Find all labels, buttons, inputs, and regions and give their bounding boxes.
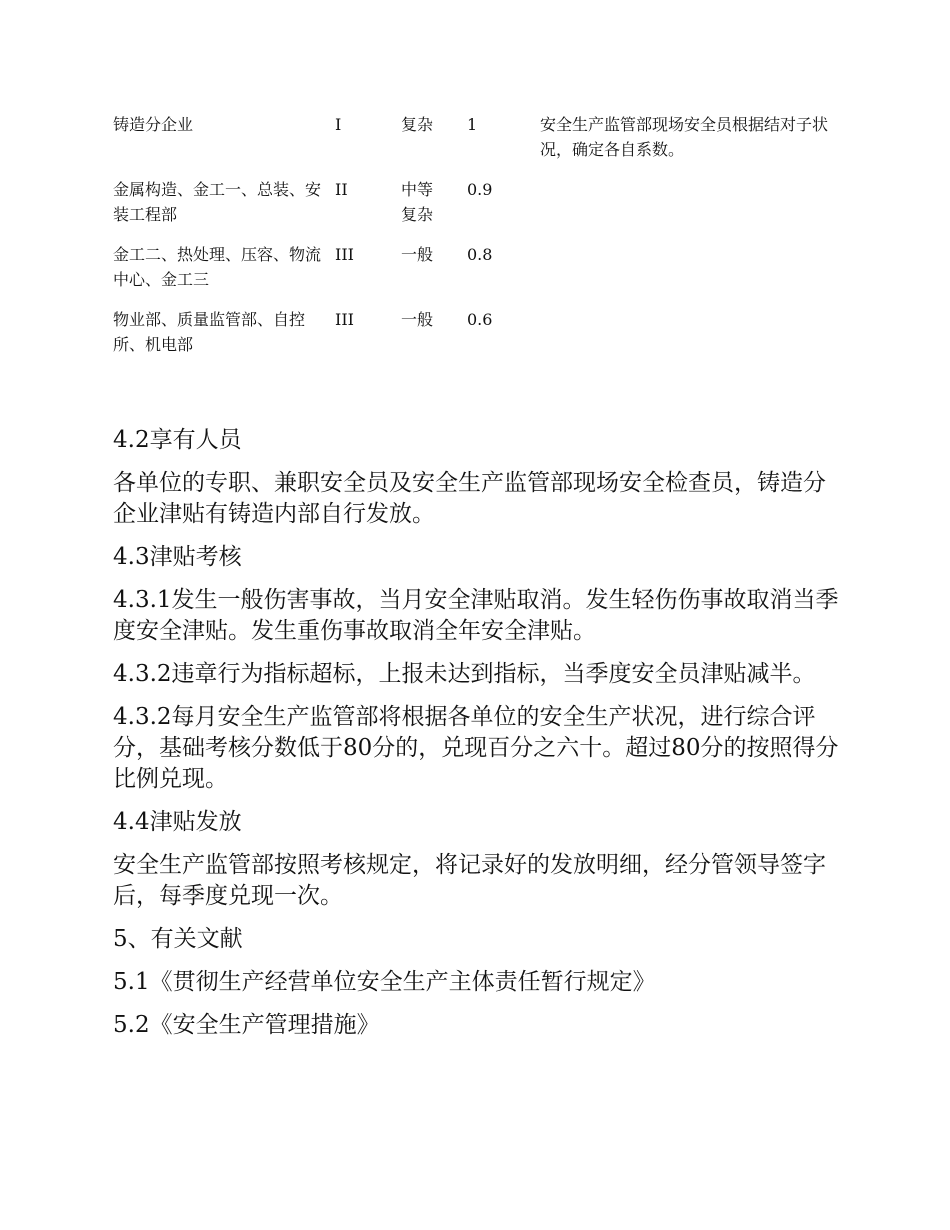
table-row — [113, 307, 843, 372]
table-row — [113, 112, 843, 177]
unit-cell: 金属构造、金工一、总装、安装工程部 — [113, 180, 322, 224]
complexity-cell: 中等复杂 — [401, 180, 434, 224]
complexity-cell: 一般 — [401, 245, 434, 264]
section-heading-4-3: 4.3津贴考核 — [113, 544, 242, 570]
note-cell: 安全生产监管部现场安全员根据结对子状况，确定各自系数。 — [540, 115, 829, 159]
complexity-cell: 一般 — [401, 310, 434, 329]
level-cell: III — [335, 245, 354, 264]
level-cell: I — [335, 115, 342, 134]
unit-cell: 铸造分企业 — [113, 115, 194, 134]
unit-cell: 金工二、热处理、压容、物流中心、金工三 — [113, 245, 322, 289]
table-row — [113, 242, 843, 307]
coefficient-cell: 0.9 — [467, 180, 493, 199]
reference-5-1: 5.1《贯彻生产经营单位安全生产主体责任暂行规定》 — [113, 969, 656, 995]
paragraph-4-4: 安全生产监管部按照考核规定，将记录好的发放明细，经分管领导签字后，每季度兑现一次。 — [113, 852, 826, 909]
paragraph-4-3-1: 4.3.1发生一般伤害事故，当月安全津贴取消。发生轻伤伤事故取消当季度安全津贴。发生重伤事故取消全年安全津贴。 — [113, 587, 839, 644]
coefficient-cell: 1 — [467, 115, 478, 134]
level-cell: II — [335, 180, 348, 199]
level-cell: III — [335, 310, 354, 329]
paragraph-4-3-2-a: 4.3.2违章行为指标超标，上报未达到指标，当季度安全员津贴减半。 — [113, 661, 816, 687]
section-heading-4-4: 4.4津贴发放 — [113, 809, 242, 835]
paragraph-4-3-2-b: 4.3.2每月安全生产监管部将根据各单位的安全生产状况，进行综合评分，基础考核分数低于80分的，兑现百分之六十。超过80分的按照得分比例兑现。 — [113, 704, 839, 792]
paragraph-4-2: 各单位的专职、兼职安全员及安全生产监管部现场安全检查员，铸造分企业津贴有铸造内部自行发放。 — [113, 470, 826, 527]
coefficient-cell: 0.8 — [467, 245, 493, 264]
coefficient-table — [113, 112, 843, 372]
section-heading-5: 5、有关文献 — [113, 926, 243, 952]
unit-cell: 物业部、质量监管部、自控所、机电部 — [113, 310, 306, 354]
reference-5-2: 5.2《安全生产管理措施》 — [113, 1012, 380, 1038]
body-text — [113, 425, 843, 1053]
section-heading-4-2: 4.2享有人员 — [113, 427, 242, 453]
coefficient-cell: 0.6 — [467, 310, 493, 329]
complexity-cell: 复杂 — [401, 115, 434, 134]
table-row — [113, 177, 843, 242]
